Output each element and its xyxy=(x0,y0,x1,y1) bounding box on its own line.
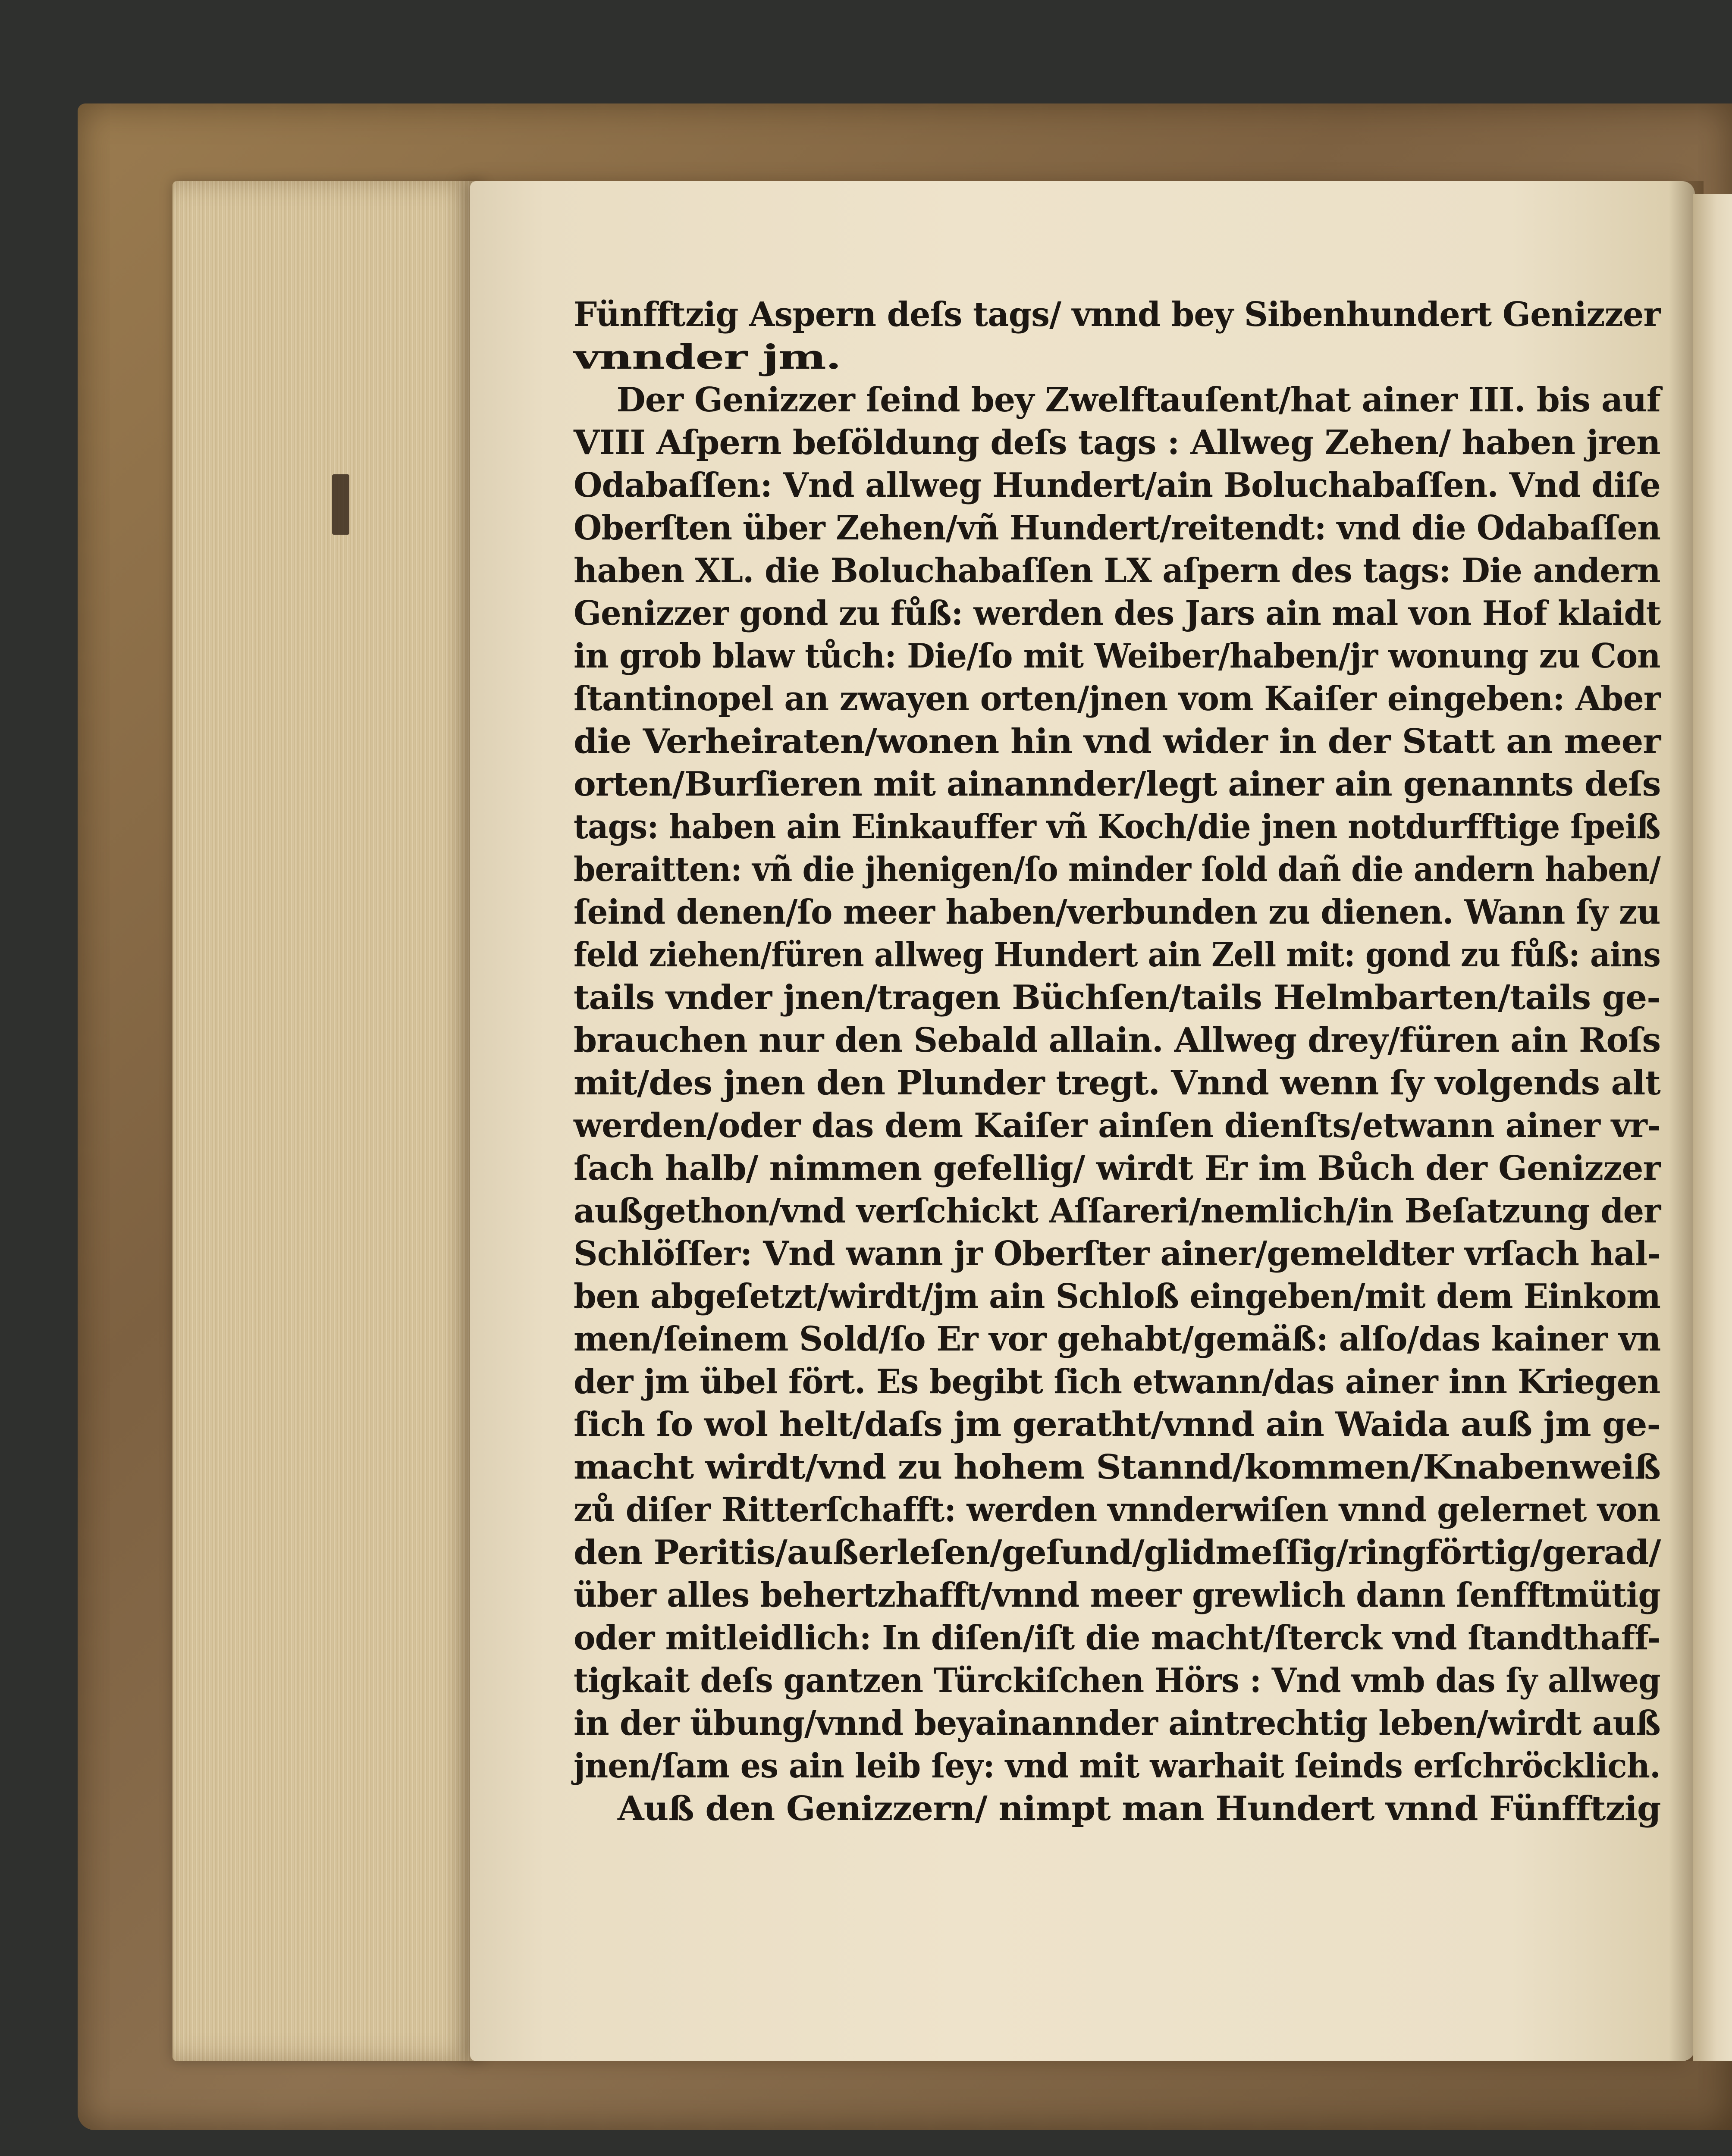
text-line: haben XL. die Boluchabaſſen LX aſpern des tags: Die andern xyxy=(574,551,1660,590)
text-line: ben abgeſetzt/wirdt/jm ain Schloß eingeben/mit dem Einkom xyxy=(574,1277,1660,1316)
ink-mark xyxy=(332,474,349,535)
text-line: ſach halb/ nimmen gefellig/ wirdt Er im Bůch der Genizzer xyxy=(574,1149,1660,1188)
text-line: vnnder jm. xyxy=(574,338,841,377)
text-line: Auß den Genizzern/ nimpt man Hundert vnnd Fünfftzig xyxy=(617,1789,1661,1828)
page-text-block xyxy=(574,293,1660,1830)
text-line: über alles behertzhafft/vnnd meer grewlich dann ſenfftmütig xyxy=(574,1576,1661,1615)
text-line: Schlöſſer: Vnd wann jr Oberſter ainer/gemeldter vrſach hal- xyxy=(574,1234,1660,1273)
text-line: tails vnder jnen/tragen Büchſen/tails Helmbarten/tails ge- xyxy=(574,978,1660,1017)
text-line: macht wirdt/vnd zu hohem Stannd/kommen/Knabenweiß xyxy=(574,1448,1660,1487)
text-line: mit/des jnen den Plunder tregt. Vnnd wenn ſy volgends alt xyxy=(574,1063,1660,1103)
text-line: der jm übel fört. Es begibt ſich etwann/das ainer inn Kriegen xyxy=(574,1362,1660,1401)
text-line: oder mitleidlich: In diſen/iſt die macht/ſterck vnd ſtandthaff- xyxy=(574,1618,1660,1658)
text-line: zů diſer Ritterſchafft: werden vnnderwiſen vnnd gelernet von xyxy=(574,1490,1660,1529)
text-line: werden/oder das dem Kaiſer ainſen dienſts/etwann ainer vr- xyxy=(574,1106,1660,1145)
page-edge-block xyxy=(173,181,483,2061)
text-line: jnen/ſam es ain leib ſey: vnd mit warhait ſeinds erſchröcklich. xyxy=(574,1746,1661,1786)
text-line: Der Genizzer ſeind bey Zwelftauſent/hat ainer III. bis auf xyxy=(616,380,1661,420)
text-line: den Peritis/außerleſen/geſund/glidmeſſig/ringförtig/gerad/ xyxy=(574,1533,1661,1572)
text-line: ſeind denen/ſo meer haben/verbunden zu dienen. Wann ſy zu xyxy=(574,893,1660,932)
text-line: Genizzer gond zu fůß: werden des Jars ain mal von Hof klaidt xyxy=(574,594,1661,633)
text-line: in grob blaw tůch: Die/ſo mit Weiber/haben/jr wonung zu Con xyxy=(574,636,1660,676)
text-line: beraitten: vñ die jhenigen/ſo minder ſold dañ die andern haben/ xyxy=(574,850,1660,889)
text-line: Fünfftzig Aspern deſs tags/ vnnd bey Sibenhundert Genizzer xyxy=(574,295,1660,334)
facing-page xyxy=(1693,194,1732,2061)
text-line: Odabaſſen: Vnd allweg Hundert/ain Boluchabaſſen. Vnd diſe xyxy=(574,466,1660,505)
text-line: ſtantinopel an zwayen orten/jnen vom Kaiſer eingeben: Aber xyxy=(574,679,1661,718)
text-line: Oberſten über Zehen/vñ Hundert/reitendt: vnd die Odabaſſen xyxy=(574,508,1660,548)
text-line: men/ſeinem Sold/ſo Er vor gehabt/gemäß: alſo/das kainer vn xyxy=(574,1319,1661,1359)
text-line: VIII Aſpern beſöldung deſs tags : Allweg Zehen/ haben jren xyxy=(574,423,1660,462)
text-line: brauchen nur den Sebald allain. Allweg drey/füren ain Roſs xyxy=(574,1021,1661,1060)
text-line: ſich ſo wol helt/daſs jm geratht/vnnd ain Waida auß jm ge- xyxy=(574,1405,1661,1444)
text-line: außgethon/vnd verſchickt Aſſareri/nemlich/in Beſatzung der xyxy=(574,1191,1661,1231)
text-line: tigkait deſs gantzen Türckiſchen Hörs : Vnd vmb das ſy allweg xyxy=(574,1661,1660,1700)
text-line: die Verheiraten/wonen hin vnd wider in der Statt an meer xyxy=(574,722,1661,761)
text-line: orten/Burſieren mit ainannder/legt ainer ain genannts deſs xyxy=(574,765,1661,804)
text-line: in der übung/vnnd beyainannder aintrechtig leben/wirdt auß xyxy=(574,1704,1660,1743)
text-line: tags: haben ain Einkauffer vñ Koch/die jnen notdurfftige ſpeiß xyxy=(574,807,1660,846)
text-line: feld ziehen/füren allweg Hundert ain Zell mit: gond zu fůß: ains xyxy=(574,935,1660,975)
